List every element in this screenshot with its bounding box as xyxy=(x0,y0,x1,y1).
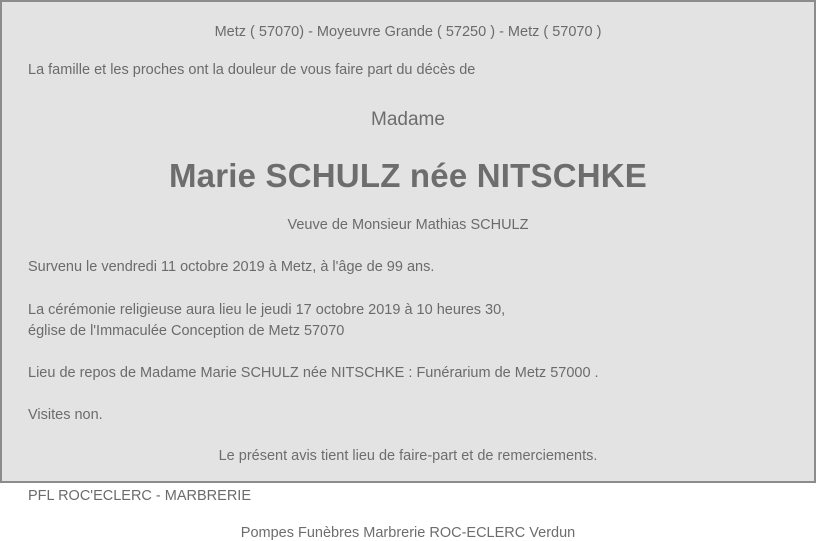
ceremony-line-1: La cérémonie religieuse aura lieu le jeudi 17 octobre 2019 à 10 heures 30, xyxy=(28,302,506,319)
locations-line: Metz ( 57070) - Moyeuvre Grande ( 57250 ) - Metz ( 57070 ) xyxy=(214,24,602,40)
resting-place: Lieu de repos de Madame Marie SCHULZ née NITSCHKE : Funérarium de Metz 57000 . xyxy=(28,365,599,382)
funeral-company: PFL ROC'ECLERC - MARBRERIE xyxy=(28,488,251,505)
footer-company: Pompes Funèbres Marbrerie ROC-ECLERC Verdun xyxy=(240,525,576,541)
death-details: Survenu le vendredi 11 octobre 2019 à Metz, à l'âge de 99 ans. xyxy=(28,259,435,276)
ceremony-line-2: église de l'Immaculée Conception de Metz 57070 xyxy=(28,323,345,340)
notice-content xyxy=(2,2,814,541)
spouse-line: Veuve de Monsieur Mathias SCHULZ xyxy=(287,217,529,234)
visits-info: Visites non. xyxy=(28,407,103,424)
ceremony-details xyxy=(28,300,788,342)
honorific-title: Madame xyxy=(371,109,445,131)
announcement-text: La famille et les proches ont la douleur de vous faire part du décès de xyxy=(28,62,476,78)
present-notice: Le présent avis tient lieu de faire-part et de remerciements. xyxy=(218,448,598,465)
deceased-name: Marie SCHULZ née NITSCHKE xyxy=(168,157,648,195)
